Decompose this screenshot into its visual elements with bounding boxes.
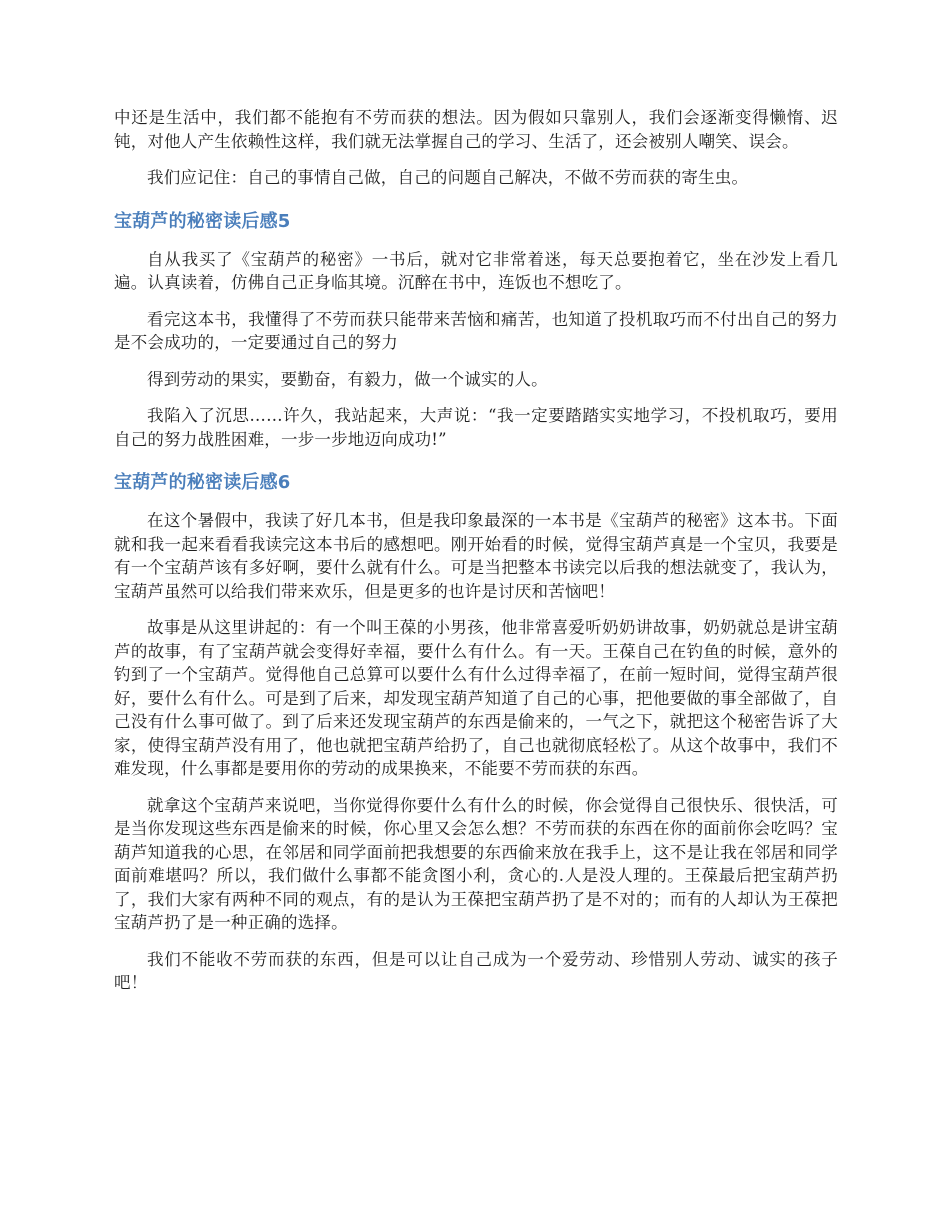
section-6-paragraph: 故事是从这里讲起的：有一个叫王葆的小男孩，他非常喜爱听奶奶讲故事，奶奶就总是讲宝葫芦的故事，有了宝葫芦就会变得好幸福，要什么有什么。有一天。王葆自己在钓鱼的时候，意外的钓到了一个宝葫芦。觉得他自己总算可以要什么有什么过得幸福了，在前一短时间，觉得宝葫芦很好，要什么有什么。可是到了后来，却发现宝葫芦知道了自己的心事，把他要做的事全部做了，自己没有什么事可做了。到了后来还发现宝葫芦的东西是偷来的，一气之下，就把这个秘密告诉了大家，使得宝葫芦没有用了，他也就把宝葫芦给扔了，自己也就彻底轻松了。从这个故事中，我们不难发现，什么事都是要用你的劳动的成果换来，不能要不劳而获的东西。 (114, 618, 838, 778)
section-6-paragraph: 我们不能收不劳而获的东西，但是可以让自己成为一个爱劳动、珍惜别人劳动、诚实的孩子吧！ (114, 949, 838, 992)
section-6-paragraph: 就拿这个宝葫芦来说吧，当你觉得你要什么有什么的时候，你会觉得自己很快乐、很快活，可是当你发现这些东西是偷来的时候，你心里又会怎么想？不劳而获的东西在你的面前你会吃吗？宝葫芦知道我的心思，在邻居和同学面前把我想要的东西偷来放在我手上，这不是让我在邻居和同学面前难堪吗？所以，我们做什么事都不能贪图小利，贪心的.人是没人理的。王葆最后把宝葫芦扔了，我们大家有两种不同的观点，有的是认为王葆把宝葫芦扔了是不对的；而有的人却认为王葆把宝葫芦扔了是一种正确的选择。 (114, 795, 838, 932)
intro-paragraph-1: 中还是生活中，我们都不能抱有不劳而获的想法。因为假如只靠别人，我们会逐渐变得懒惰、迟钝，对他人产生依赖性这样，我们就无法掌握自己的学习、生活了，还会被别人嘲笑、误会。 (114, 108, 838, 151)
section-5-paragraph: 自从我买了《宝葫芦的秘密》一书后，就对它非常着迷，每天总要抱着它，坐在沙发上看几遍。认真读着，仿佛自己正身临其境。沉醉在书中，连饭也不想吃了。 (114, 249, 838, 292)
section-5-paragraph: 我陷入了沉思……许久，我站起来，大声说：“我一定要踏踏实实地学习，不投机取巧，要用自己的努力战胜困难，一步一步地迈向成功!” (114, 406, 838, 449)
document-page (114, 106, 838, 1008)
section-6-heading: 宝葫芦的秘密读后感6 (114, 472, 291, 493)
intro-paragraph-2: 我们应记住：自己的事情自己做，自己的问题自己解决，不做不劳而获的寄生虫。 (147, 168, 749, 187)
section-5-heading: 宝葫芦的秘密读后感5 (114, 210, 291, 232)
section-6-paragraph: 在这个暑假中，我读了好几本书，但是我印象最深的一本书是《宝葫芦的秘密》这本书。下面就和我一起来看看我读完这本书后的感想吧。刚开始看的时候，觉得宝葫芦真是一个宝贝，我要是有一个宝葫芦该有多好啊，要什么就有什么。可是当把整本书读完以后我的想法就变了，我认为，宝葫芦虽然可以给我们带来欢乐，但是更多的也许是讨厌和苦恼吧！ (114, 511, 838, 601)
section-5-paragraph: 得到劳动的果实，要勤奋，有毅力，做一个诚实的人。 (147, 369, 548, 389)
section-5-paragraph: 看完这本书，我懂得了不劳而获只能带来苦恼和痛苦，也知道了投机取巧而不付出自己的努力是不会成功的，一定要通过自己的努力 (114, 309, 838, 352)
